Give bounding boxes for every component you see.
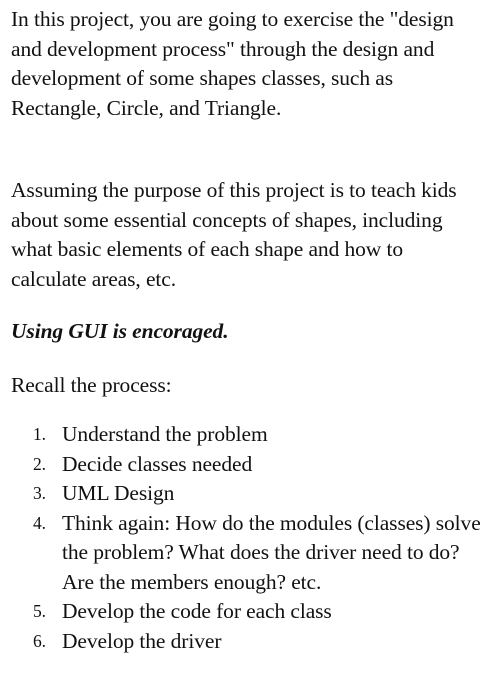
step-text: Develop the code for each class [62, 599, 332, 623]
purpose-paragraph: Assuming the purpose of this project is to teach kids about some essential concepts of shapes, including what basic elements of each shape and how to calculate areas, etc. [11, 178, 457, 291]
step-text: Decide classes needed [62, 451, 253, 476]
step-text: UML Design [62, 481, 175, 505]
step-number: 1. [33, 424, 46, 444]
recall-heading: Recall the process: [11, 373, 172, 397]
intro-paragraph: In this project, you are going to exercise the "design and development process" through the design and development of some shapes classes, such as Rectangle, Circle, and Triangle. [11, 7, 454, 120]
step-text: Think again: How do the modules (classes) solve the problem? What does the driver need to do? Are the members enough? etc. [62, 510, 481, 594]
gui-emphasis: Using GUI is encoraged. [11, 319, 229, 343]
list-item [11, 420, 481, 450]
step-number: 2. [33, 453, 46, 474]
list-item [11, 597, 481, 627]
list-item [11, 450, 481, 480]
step-number: 5. [33, 601, 46, 621]
list-item [11, 479, 481, 509]
step-number: 4. [33, 512, 46, 533]
process-steps-list [11, 420, 481, 656]
step-text: Develop the driver [62, 628, 222, 653]
list-item [11, 509, 481, 598]
list-item [11, 627, 481, 657]
step-text: Understand the problem [62, 422, 268, 446]
step-number: 6. [33, 630, 46, 651]
step-number: 3. [33, 483, 46, 503]
